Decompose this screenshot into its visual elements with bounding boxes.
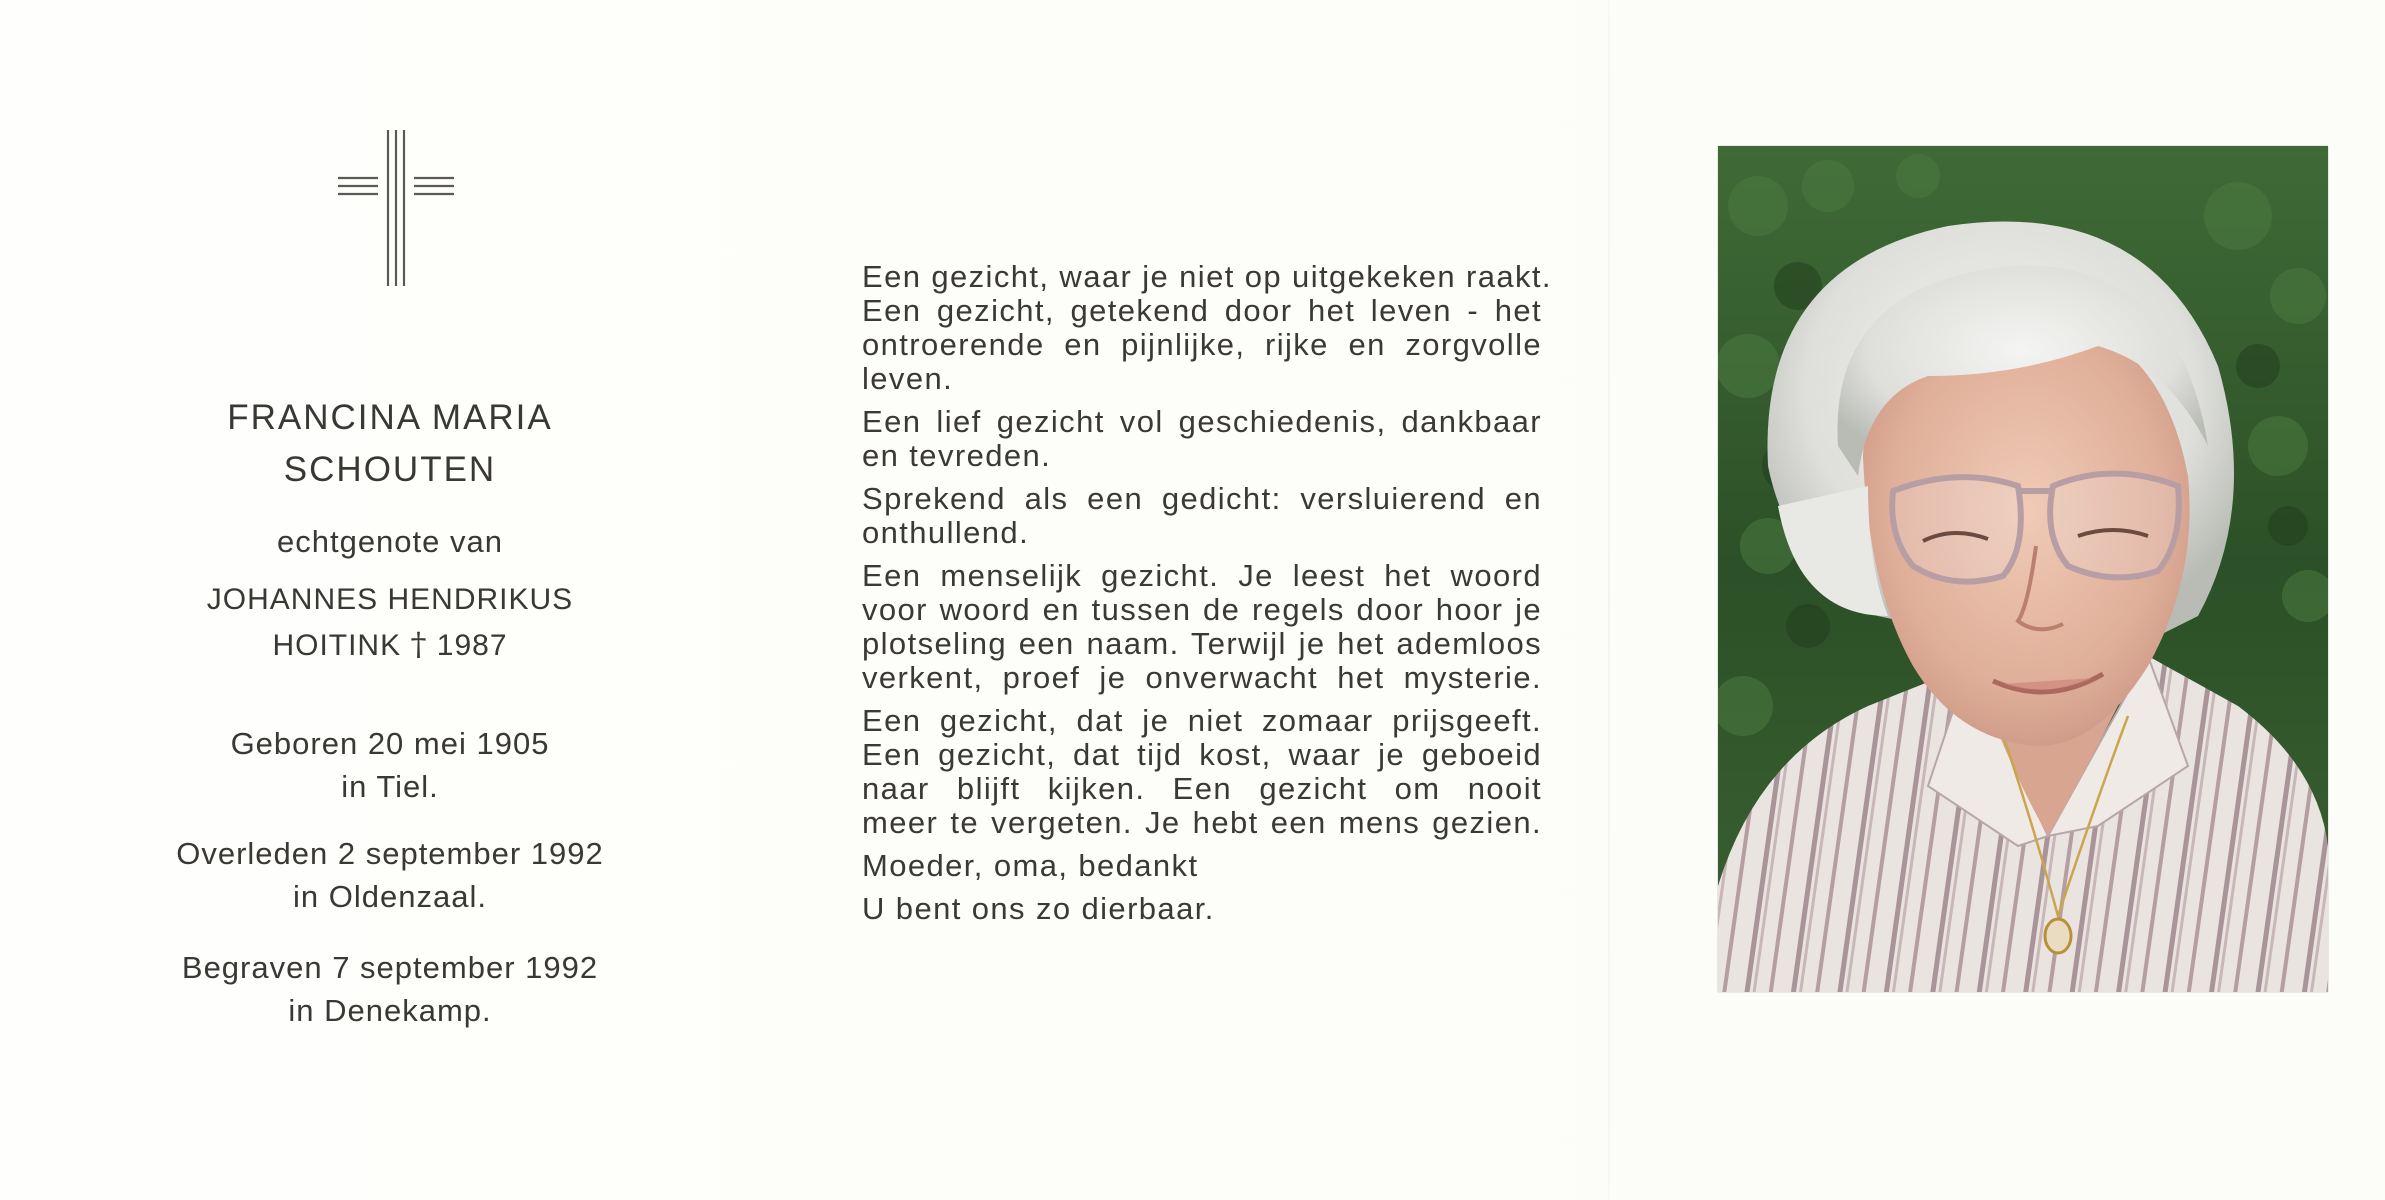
poem-line: ontroerende en pijnlijke, rijke en zorgvolle	[862, 327, 1542, 362]
poem-line: naar blijft kijken. Een gezicht om nooit	[862, 771, 1542, 806]
poem-line: U bent ons zo dierbaar.	[862, 891, 1215, 926]
death-info	[110, 832, 670, 918]
deceased-name-line2: SCHOUTEN	[283, 450, 497, 489]
poem-line: Sprekend als een gedicht: versluierend en	[862, 481, 1542, 516]
spouse-name-line1: JOHANNES HENDRIKUS	[206, 583, 574, 616]
poem-line: voor woord en tussen de regels door hoor je	[862, 592, 1542, 627]
burial-place: in Denekamp.	[288, 993, 492, 1028]
poem-stanza	[862, 849, 1542, 883]
portrait-photo	[1718, 146, 2328, 992]
deceased-name-line1: FRANCINA MARIA	[227, 398, 553, 437]
poem-line: meer te vergeten. Je hebt een mens gezien.	[862, 805, 1542, 840]
poem-stanza	[862, 259, 1552, 396]
poem-stanza	[862, 482, 1542, 550]
spouse-surname: HOITINK	[272, 629, 402, 662]
spouse-name	[110, 578, 670, 668]
poem-line: verkent, proef je onverwacht het mysterie.	[862, 660, 1542, 695]
spouse-name-line2	[110, 622, 670, 668]
burial-info	[110, 946, 670, 1032]
poem-line: Een gezicht, waar je niet op uitgekeken raakt.	[862, 259, 1552, 294]
poem-line: Een lief gezicht vol geschiedenis, dankbaar	[862, 404, 1542, 439]
poem-stanza	[862, 892, 1542, 926]
poem-line: Moeder, oma, bedankt	[862, 848, 1199, 883]
birth-place: in Tiel.	[341, 769, 439, 804]
birth-info	[110, 722, 670, 808]
dagger-icon: †	[410, 625, 428, 663]
poem	[862, 259, 1552, 935]
poem-line: leven.	[862, 361, 954, 396]
poem-stanza	[862, 704, 1542, 840]
poem-line: onthullend.	[862, 515, 1030, 550]
death-date: Overleden 2 september 1992	[176, 836, 604, 871]
poem-line: Een gezicht, dat tijd kost, waar je geboeid	[862, 737, 1542, 772]
poem-line: en tevreden.	[862, 438, 1052, 473]
poem-stanza	[862, 405, 1542, 473]
portrait-illustration	[1718, 146, 2328, 992]
spouse-intro: echtgenote van	[276, 524, 503, 559]
poem-line: Een menselijk gezicht. Je leest het woord	[862, 558, 1542, 593]
spouse-death-year: 1987	[436, 629, 508, 662]
poem-line: Een gezicht, dat je niet zomaar prijsgeeft.	[862, 703, 1542, 738]
cross-icon	[336, 128, 456, 288]
death-place: in Oldenzaal.	[293, 879, 487, 914]
birth-date: Geboren 20 mei 1905	[230, 726, 550, 761]
card-fold	[1608, 0, 1610, 1200]
poem-line: Een gezicht, getekend door het leven - het	[862, 293, 1542, 328]
burial-date: Begraven 7 september 1992	[181, 950, 599, 985]
poem-line: plotseling een naam. Terwijl je het ademloos	[862, 626, 1542, 661]
deceased-name	[110, 392, 670, 496]
poem-stanza	[862, 559, 1542, 695]
